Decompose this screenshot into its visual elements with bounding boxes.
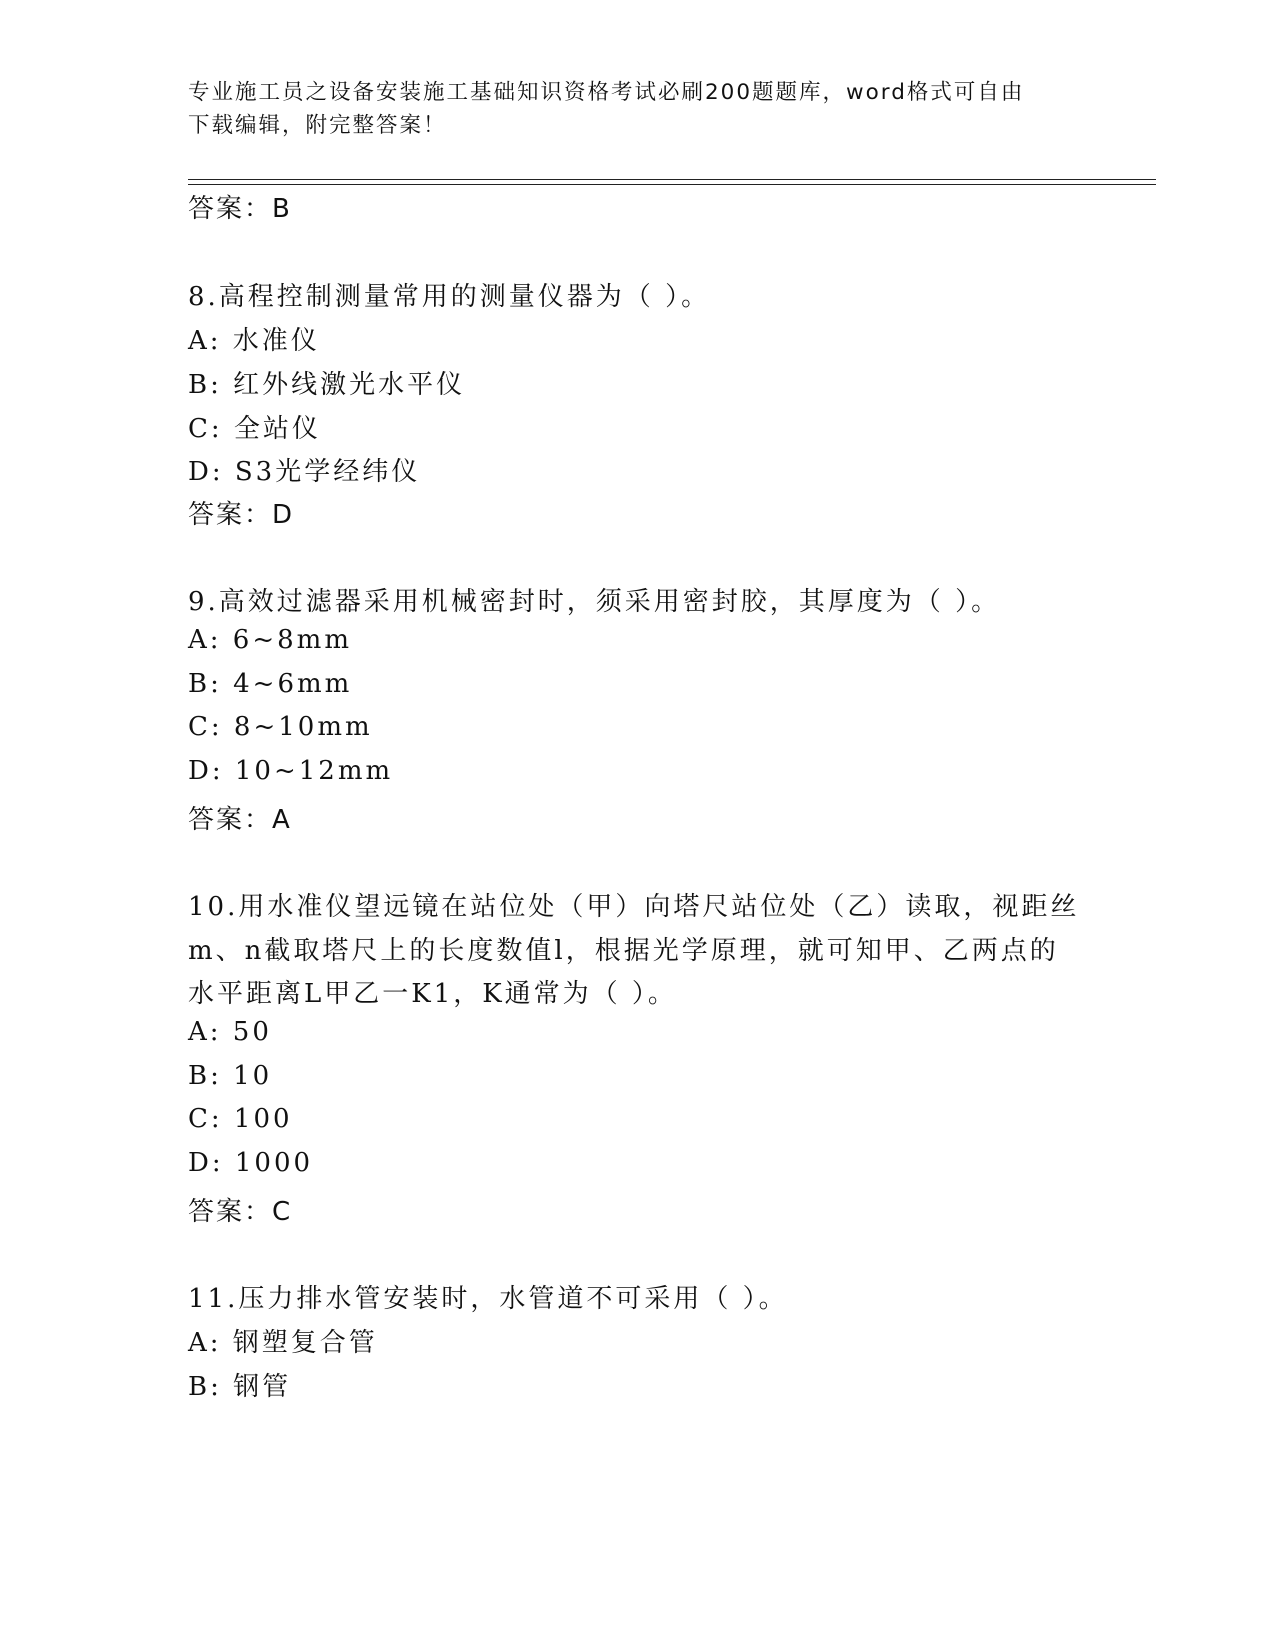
option-a: A: 50 [188, 1017, 272, 1047]
question-stem-line-2: m、n截取塔尺上的长度数值l，根据光学原理，就可知甲、乙两点的 [188, 936, 1059, 966]
option-b: B: 钢管 [188, 1372, 292, 1402]
header-rule-bottom [188, 184, 1156, 185]
option-b: B: 红外线激光水平仪 [188, 370, 466, 400]
question-stem: 8.高程控制测量常用的测量仪器为（ ）。 [188, 282, 711, 312]
option-a: A: 6~8mm [188, 625, 352, 655]
option-d: D: 1000 [188, 1148, 314, 1178]
option-c: C: 8~10mm [188, 712, 373, 742]
answer-previous: 答案：B [188, 194, 292, 224]
answer: 答案：D [188, 500, 295, 530]
answer: 答案：C [188, 1197, 293, 1227]
answer: 答案：A [188, 805, 292, 835]
header-rule-top [188, 179, 1156, 180]
header-line-1: 专业施工员之设备安装施工基础知识资格考试必刷200题题库，word格式可自由 [188, 80, 1025, 105]
question-stem: 9.高效过滤器采用机械密封时，须采用密封胶，其厚度为（ ）。 [188, 587, 1001, 617]
option-d: D: S3光学经纬仪 [188, 457, 421, 487]
header-line-2: 下载编辑，附完整答案！ [188, 113, 447, 138]
question-stem-line-1: 10.用水准仪望远镜在站位处（甲）向塔尺站位处（乙）读取，视距丝 [188, 892, 1080, 922]
option-c: C: 全站仪 [188, 414, 321, 444]
option-a: A: 钢塑复合管 [188, 1328, 378, 1358]
option-b: B: 10 [188, 1061, 273, 1091]
question-stem-line-3: 水平距离L甲乙一K1，K通常为（ ）。 [188, 979, 677, 1009]
option-b: B: 4~6mm [188, 669, 353, 699]
option-d: D: 10~12mm [188, 756, 394, 786]
question-stem: 11.压力排水管安装时，水管道不可采用（ ）。 [188, 1284, 788, 1314]
document-header [188, 76, 1068, 142]
option-a: A: 水准仪 [188, 326, 320, 356]
option-c: C: 100 [188, 1104, 293, 1134]
